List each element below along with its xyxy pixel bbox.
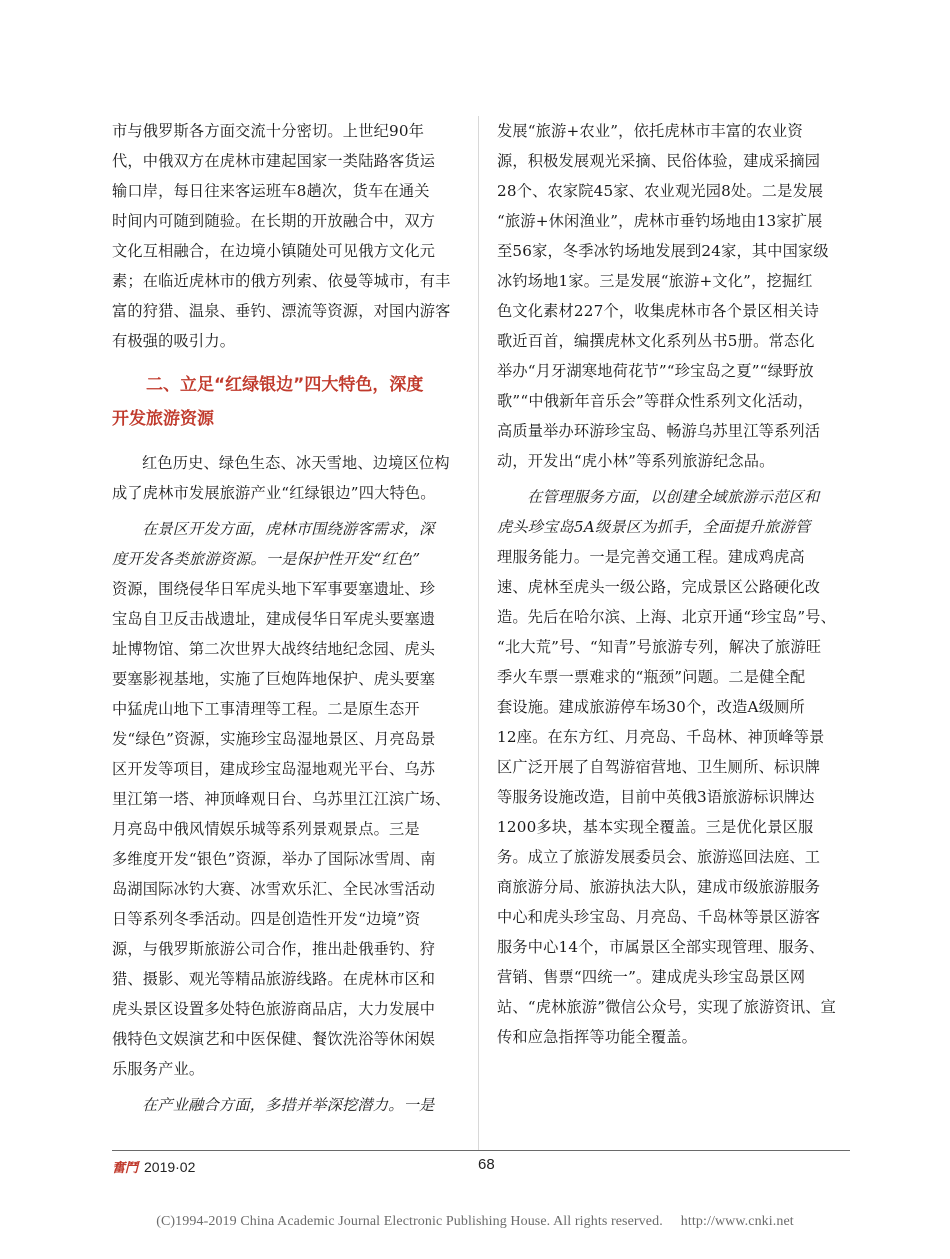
text-line: 举办“月牙湖寒地荷花节”“珍宝岛之夏”“绿野放 — [497, 362, 814, 380]
text-line: 高质量举办环游珍宝岛、畅游乌苏里江等系列活 — [497, 422, 821, 440]
text-line: 富的狩猎、温泉、垂钓、漂流等资源，对国内游客 — [112, 302, 451, 320]
text-line: 区开发等项目，建成珍宝岛湿地观光平台、乌苏 — [112, 760, 436, 778]
text-line: 要塞影视基地，实施了巨炮阵地保护、虎头要塞 — [112, 670, 436, 688]
text-line: 文化互相融合，在边境小镇随处可见俄方文化元 — [112, 242, 436, 260]
text-line: 中心和虎头珍宝岛、月亮岛、千岛林等景区游客 — [497, 908, 821, 926]
text-line: 岛湖国际冰钓大赛、冰雪欢乐汇、全民冰雪活动 — [112, 880, 436, 898]
paragraph-intro-continued — [112, 116, 460, 356]
text-line: 俄特色文娱演艺和中医保健、餐饮洗浴等休闲娱 — [112, 1030, 436, 1048]
text-line: 市与俄罗斯各方面交流十分密切。上世纪90年 — [112, 122, 425, 140]
footer-rule — [112, 1150, 850, 1151]
text-line: 在产业融合方面，多措并举深挖潜力。一是 — [142, 1096, 435, 1114]
text-line: 区广泛开展了自驾游宿营地、卫生厕所、标识牌 — [497, 758, 821, 776]
page-footer — [112, 1156, 850, 1180]
text-line: 代，中俄双方在虎林市建起国家一类陆路客货运 — [112, 152, 436, 170]
section-heading — [112, 368, 460, 436]
text-line: 源，与俄罗斯旅游公司合作，推出赴俄垂钓、狩 — [112, 940, 436, 958]
text-line: 动，开发出“虎小林”等系列旅游纪念品。 — [497, 452, 775, 470]
text-line: 在管理服务方面，以创建全域旅游示范区和 — [527, 488, 820, 506]
text-line: 歌”“中俄新年音乐会”等群众性系列文化活动， — [497, 392, 814, 410]
section-heading-line: 开发旅游资源 — [112, 409, 214, 429]
text-line: 至56家，冬季冰钓场地发展到24家，其中国家级 — [497, 242, 829, 260]
text-line: 发“绿色”资源，实施珍宝岛湿地景区、月亮岛景 — [112, 730, 436, 748]
text-line: 素；在临近虎林市的俄方列索、依曼等城市，有丰 — [112, 272, 451, 290]
paragraph-management-service — [497, 482, 849, 1052]
text-line: 歌近百首，编撰虎林文化系列丛书5册。常态化 — [497, 332, 815, 350]
text-line: 宝岛自卫反击战遗址，建成侵华日军虎头要塞遗 — [112, 610, 436, 628]
text-line: 度开发各类旅游资源。一是保护性开发“红色” — [112, 550, 421, 568]
text-line: 多维度开发“银色”资源，举办了国际冰雪周、南 — [112, 850, 436, 868]
text-line: 站、“虎林旅游”微信公众号，实现了旅游资讯、宣 — [497, 998, 837, 1016]
page-number: 68 — [478, 1156, 495, 1173]
text-line: 虎头景区设置多处特色旅游商品店，大力发展中 — [112, 1000, 436, 1018]
text-line: 发展“旅游+农业”，依托虎林市丰富的农业资 — [497, 122, 803, 140]
text-line: 传和应急指挥等功能全覆盖。 — [497, 1028, 698, 1046]
text-line: 服务中心14个，市属景区全部实现管理、服务、 — [497, 938, 825, 956]
text-line: 12座。在东方红、月亮岛、千岛林、神顶峰等景 — [497, 728, 825, 746]
right-column — [497, 116, 849, 1052]
text-line: 里江第一塔、神顶峰观日台、乌苏里江江滨广场、 — [112, 790, 451, 808]
text-line: 务。成立了旅游发展委员会、旅游巡回法庭、工 — [497, 848, 821, 866]
text-line: 虎头珍宝岛5A级景区为抓手，全面提升旅游管 — [497, 518, 811, 536]
copyright-text: (C)1994-2019 China Academic Journal Electronic Publishing House. All rights reserved. — [156, 1214, 663, 1229]
text-line: 套设施。建成旅游停车场30个，改造A级厕所 — [497, 698, 805, 716]
section-heading-line: 二、立足“红绿银边”四大特色，深度 — [146, 375, 424, 395]
text-line: 中猛虎山地下工事清理等工程。二是原生态开 — [112, 700, 420, 718]
text-line: 成了虎林市发展旅游产业“红绿银边”四大特色。 — [112, 484, 436, 502]
text-line: 资源，围绕侵华日军虎头地下军事要塞遗址、珍 — [112, 580, 436, 598]
text-line: 址博物馆、第二次世界大战终结地纪念园、虎头 — [112, 640, 436, 658]
text-line: 冰钓场地1家。三是发展“旅游+文化”，挖掘红 — [497, 272, 813, 290]
text-line: 乐服务产业。 — [112, 1060, 205, 1078]
text-line: 色文化素材227个，收集虎林市各个景区相关诗 — [497, 302, 819, 320]
copyright-notice — [0, 1214, 950, 1230]
text-line: 红色历史、绿色生态、冰天雪地、边境区位构 — [142, 454, 450, 472]
text-line: “旅游+休闲渔业”，虎林市垂钓场地由13家扩展 — [497, 212, 823, 230]
text-line: 时间内可随到随验。在长期的开放融合中，双方 — [112, 212, 436, 230]
paragraph-scenic-development — [112, 514, 460, 1084]
text-line: 28个、农家院45家、农业观光园8处。二是发展 — [497, 182, 824, 200]
issue-number: 2019·02 — [144, 1159, 196, 1175]
text-line: “北大荒”号、“知青”号旅游专列，解决了旅游旺 — [497, 638, 822, 656]
text-line: 营销、售票“四统一”。建成虎头珍宝岛景区网 — [497, 968, 806, 986]
text-line: 季火车票一票难求的“瓶颈”问题。二是健全配 — [497, 668, 806, 686]
text-line: 源，积极发展观光采摘、民俗体验，建成采摘园 — [497, 152, 821, 170]
text-line: 日等系列冬季活动。四是创造性开发“边境”资 — [112, 910, 421, 928]
text-line: 造。先后在哈尔滨、上海、北京开通“珍宝岛”号、 — [497, 608, 837, 626]
paragraph-industry-integration — [112, 1090, 460, 1120]
text-line: 月亮岛中俄风情娱乐城等系列景观景点。三是 — [112, 820, 420, 838]
left-column — [112, 116, 460, 1120]
text-line: 商旅游分局、旅游执法大队，建成市级旅游服务 — [497, 878, 821, 896]
paragraph-four-features — [112, 448, 460, 508]
text-line: 在景区开发方面，虎林市围绕游客需求，深 — [142, 520, 435, 538]
copyright-url[interactable]: http://www.cnki.net — [680, 1214, 794, 1229]
text-line: 1200多块，基本实现全覆盖。三是优化景区服 — [497, 818, 814, 836]
text-line: 输口岸，每日往来客运班车8趟次，货车在通关 — [112, 182, 430, 200]
text-line: 理服务能力。一是完善交通工程。建成鸡虎高 — [497, 548, 805, 566]
text-line: 速、虎林至虎头一级公路，完成景区公路硬化改 — [497, 578, 821, 596]
journal-logo: 奮鬥 — [112, 1161, 139, 1176]
column-divider — [478, 116, 479, 1150]
text-line: 有极强的吸引力。 — [112, 332, 236, 350]
text-line: 等服务设施改造，目前中英俄3语旅游标识牌达 — [497, 788, 815, 806]
paragraph-industry-integration-continued — [497, 116, 849, 476]
text-line: 猎、摄影、观光等精品旅游线路。在虎林市区和 — [112, 970, 436, 988]
